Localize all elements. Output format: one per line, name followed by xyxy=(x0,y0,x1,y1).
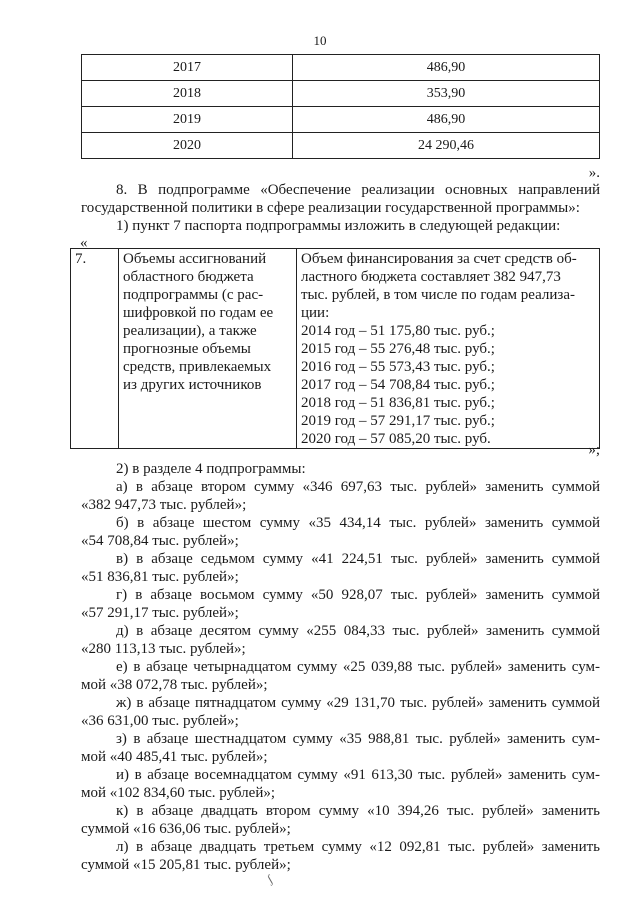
passport-item-name: Объемы ассигнований областного бюджета подпрограммы (с рас- шифровкой по годам ее реализации), а также прогнозные объемы средств, привлекаемых из других источников xyxy=(119,249,297,449)
paragraph-8-line-2: государственной политики в сфере реализации государственной программы»: xyxy=(81,200,580,216)
table-row xyxy=(82,133,600,159)
closing-quote: ». xyxy=(588,165,600,181)
value-cell: 24 290,46 xyxy=(293,133,600,159)
list-item: в) в абзаце седьмом сумму «41 224,51 тыс. рублей» заменить суммой «51 836,81 тыс. рублей»; xyxy=(81,551,600,585)
list-item: к) в абзаце двадцать втором сумму «10 394,26 тыс. рублей» заменить суммой «16 636,06 тыс. рублей»; xyxy=(81,803,600,837)
table-row xyxy=(82,55,600,81)
list-item: б) в абзаце шестом сумму «35 434,14 тыс. рублей» заменить суммой «54 708,84 тыс. рублей»; xyxy=(81,515,600,549)
value-cell: 353,90 xyxy=(293,81,600,107)
paragraph-8-line-3: 1) пункт 7 паспорта подпрограммы изложить в следующей редакции: xyxy=(116,218,561,234)
list-item: л) в абзаце двадцать третьем сумму «12 092,81 тыс. рублей» заменить суммой «15 205,81 тыс. рублей»; xyxy=(81,839,600,873)
table-row xyxy=(71,249,600,449)
amendments-list xyxy=(81,478,600,874)
list-item: г) в абзаце восьмом сумму «50 928,07 тыс. рублей» заменить суммой «57 291,17 тыс. рублей»; xyxy=(81,587,600,621)
passport-table xyxy=(70,248,600,449)
value-cell: 486,90 xyxy=(293,107,600,133)
section-4-intro: 2) в разделе 4 подпрограммы: xyxy=(116,461,306,477)
year-cell: 2019 xyxy=(82,107,293,133)
passport-item-number: 7. xyxy=(71,249,119,449)
list-item: и) в абзаце восемнадцатом сумму «91 613,30 тыс. рублей» заменить сум- мой «102 834,60 тыс. рублей»; xyxy=(81,767,600,801)
year-cell: 2020 xyxy=(82,133,293,159)
year-cell: 2017 xyxy=(82,55,293,81)
list-item: з) в абзаце шестнадцатом сумму «35 988,81 тыс. рублей» заменить сум- мой «40 485,41 тыс. рублей»; xyxy=(81,731,600,765)
years-table xyxy=(81,54,600,159)
page-number: 10 xyxy=(313,33,327,48)
list-item: д) в абзаце десятом сумму «255 084,33 тыс. рублей» заменить суммой «280 113,13 тыс. рублей»; xyxy=(81,623,600,657)
closing-quote: »; xyxy=(588,442,600,458)
list-item: е) в абзаце четырнадцатом сумму «25 039,88 тыс. рублей» заменить сум- мой «38 072,78 тыс. рублей»; xyxy=(81,659,600,693)
table-row xyxy=(82,81,600,107)
table-row xyxy=(82,107,600,133)
opening-quote: « xyxy=(80,235,88,251)
list-item: а) в абзаце втором сумму «346 697,63 тыс. рублей» заменить суммой «382 947,73 тыс. рублей»; xyxy=(81,479,600,513)
passport-item-text: Объем финансирования за счет средств об- ластного бюджета составляет 382 947,73 тыс. рублей, в том числе по годам реализа- ции: 2014 год – 51 175,80 тыс. руб.; 2015 год – 55 276,48 тыс. руб.; 2016 год – 55 573,43 тыс. руб.; 2017 год – 54 708,84 тыс. руб.; 2018 год – 51 836,81 тыс. руб.; 2019 год – 57 291,17 тыс. руб.; 2020 год – 57 085,20 тыс. руб. xyxy=(297,249,600,449)
value-cell: 486,90 xyxy=(293,55,600,81)
year-cell: 2018 xyxy=(82,81,293,107)
paragraph-8-line-1: 8. В подпрограмме «Обеспечение реализации основных направлений xyxy=(116,182,600,198)
pen-mark: ʃ xyxy=(264,872,275,887)
list-item: ж) в абзаце пятнадцатом сумму «29 131,70 тыс. рублей» заменить суммой «36 631,00 тыс. рублей»; xyxy=(81,695,600,729)
